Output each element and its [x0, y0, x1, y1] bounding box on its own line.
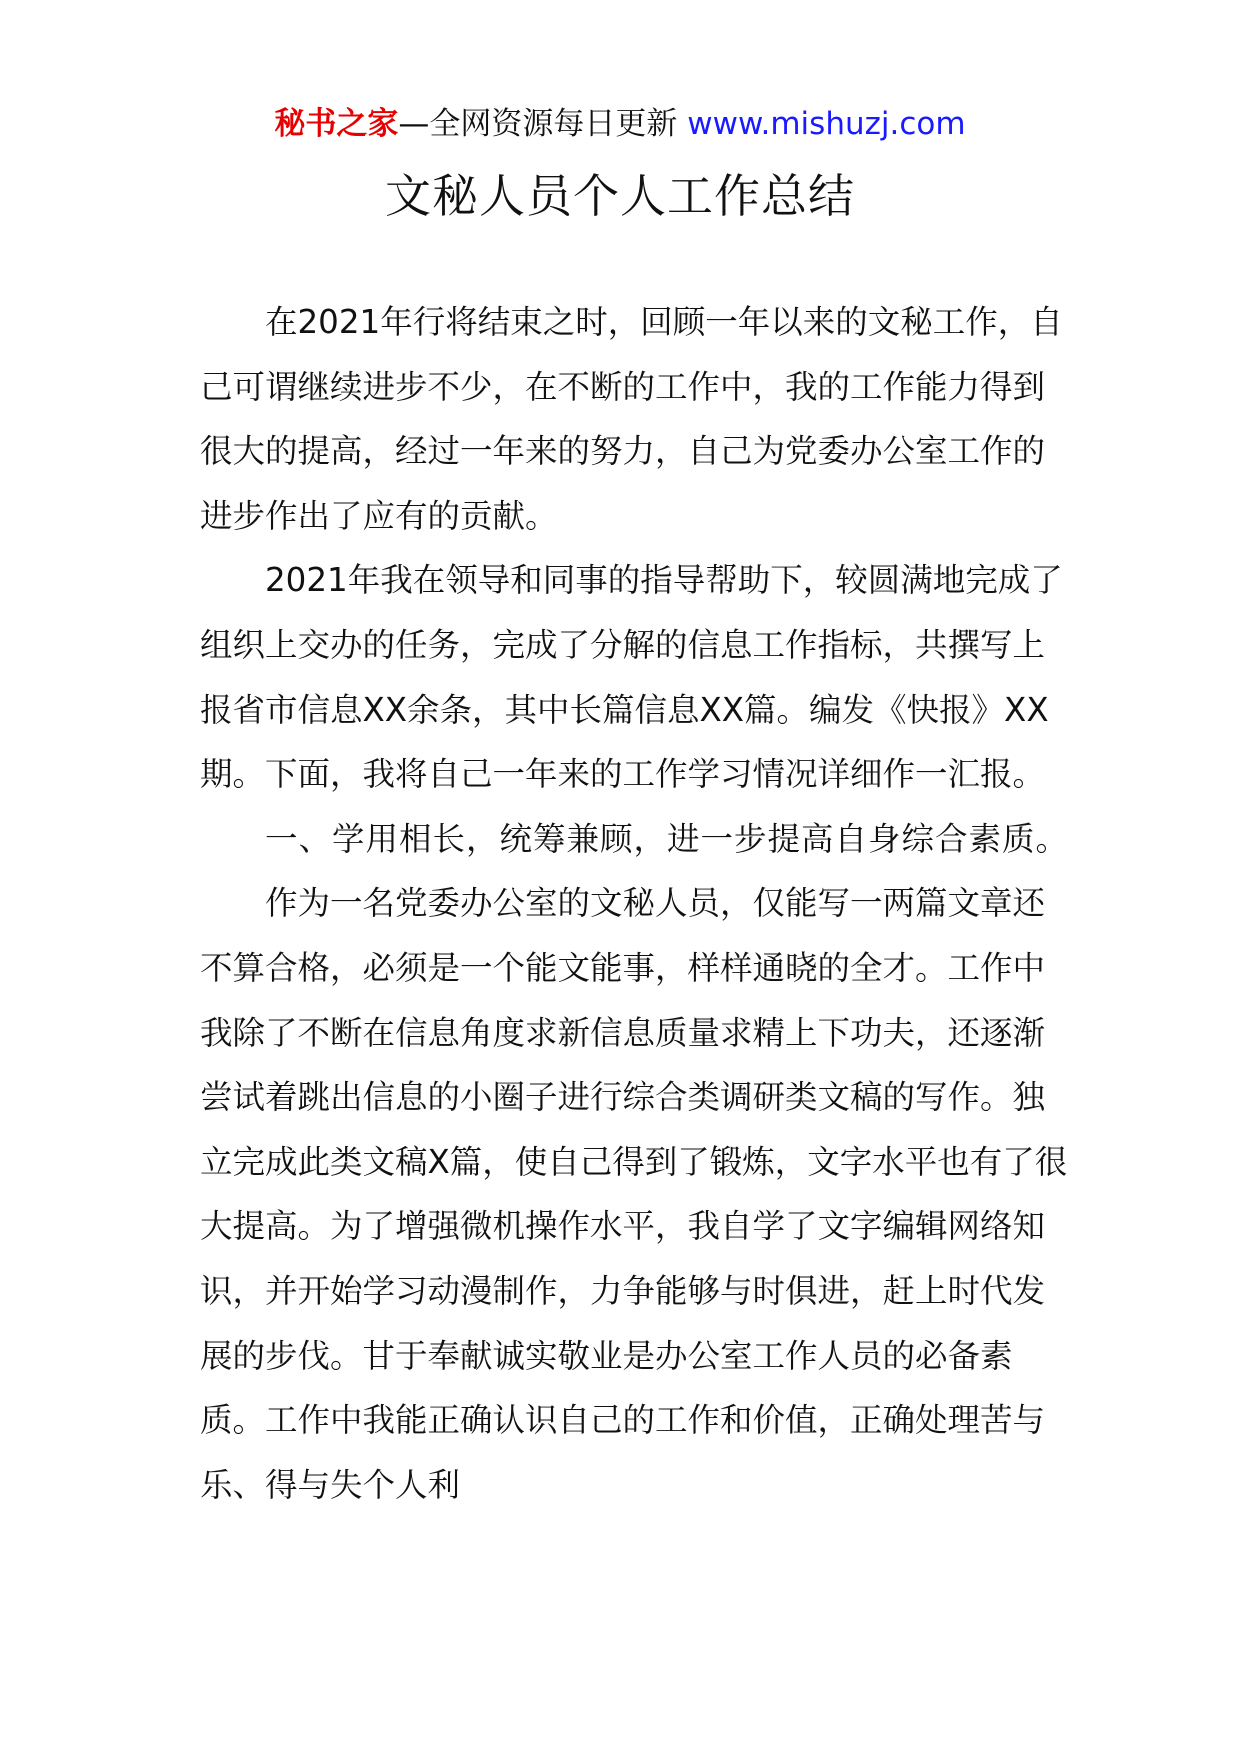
- brand-name: 秘书之家: [274, 106, 399, 142]
- site-url: www.mishuzj.com: [687, 106, 966, 142]
- section-heading: 一、学用相长，统筹兼顾，进一步提高自身综合素质。: [265, 819, 1070, 858]
- document-body: [200, 290, 1070, 1517]
- header-slogan: —全网资源每日更新: [398, 106, 688, 142]
- document-title: 文秘人员个人工作总结: [385, 169, 855, 223]
- paragraph: 2021年我在领导和同事的指导帮助下，较圆满地完成了组织上交办的任务，完成了分解的信息工作指标，共撰写上报省市信息XX余条，其中长篇信息XX篇。编发《快报》XX期。下面，我将自己一年来的工作学习情况详细作一汇报。: [200, 561, 1063, 794]
- watermark-header: [0, 100, 1240, 148]
- paragraph: 作为一名党委办公室的文秘人员，仅能写一两篇文章还不算合格，必须是一个能文能事，样样通晓的全才。工作中我除了不断在信息角度求新信息质量求精上下功夫，还逐渐尝试着跳出信息的小圈子进行综合类调研类文稿的写作。独立完成此类文稿X篇，使自己得到了锻炼，文字水平也有了很大提高。为了增强微机操作水平，我自学了文字编辑网络知识，并开始学习动漫制作，力争能够与时俱进，赶上时代发展的步伐。甘于奉献诚实敬业是办公室工作人员的必备素质。工作中我能正确认识自己的工作和价值，正确处理苦与乐、得与失个人利: [200, 884, 1068, 1504]
- paragraph: 在2021年行将结束之时，回顾一年以来的文秘工作，自己可谓继续进步不少，在不断的工作中，我的工作能力得到很大的提高，经过一年来的努力，自己为党委办公室工作的进步作出了应有的贡献。: [200, 303, 1063, 535]
